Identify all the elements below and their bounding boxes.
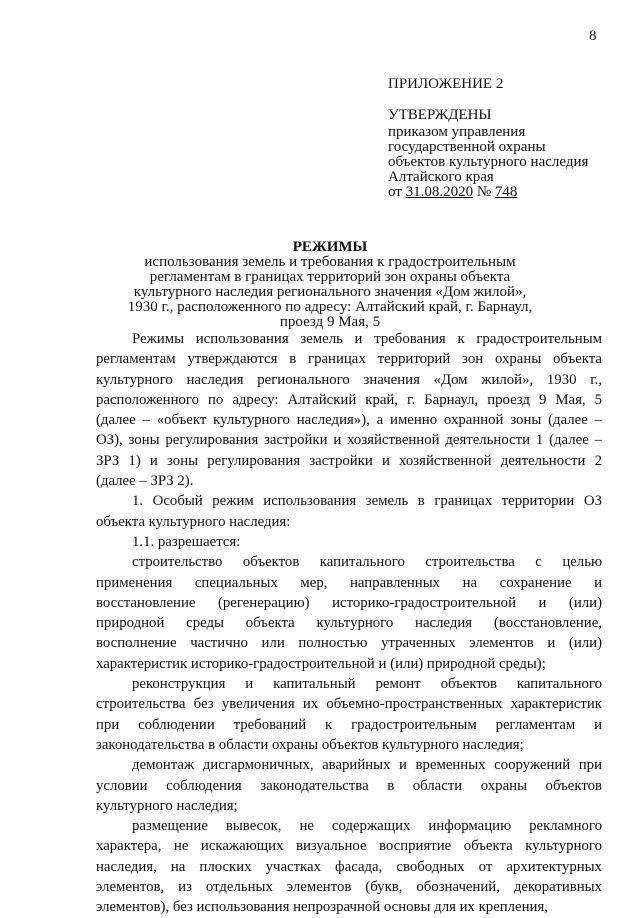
body-paragraph [96, 491, 602, 532]
body-paragraph [96, 532, 602, 552]
body-line: демонтаж дисгармоничных, аварийных и временных сооружений при [132, 757, 602, 774]
body-line: объекта культурного наследия: [96, 513, 291, 530]
body-line: культурного наследия; [96, 797, 238, 814]
approval-number: 748 [494, 184, 518, 200]
body-line: 1. Особый режим использования земель в границах территории ОЗ [132, 493, 602, 510]
approval-line-3: объектов культурного наследия [388, 154, 589, 170]
document-heading [90, 240, 570, 330]
body-line: (далее – ЗРЗ 2). [96, 473, 194, 490]
approval-line-2: государственной охраны [388, 139, 546, 155]
body-line: ЗРЗ 1) и зоны регулирования застройки и хозяйственной деятельности 2 [96, 452, 602, 469]
body-line: наследия, на плоских участках фасада, свободных от архитектурных [96, 858, 602, 875]
body-line: культурного наследия регионального значения «Дом жилой», 1930 г., [96, 371, 602, 388]
body-line: характеристик историко-градостроительной и (или) природной среды); [96, 655, 546, 672]
heading-line: проезд 9 Мая, 5 [279, 314, 381, 330]
heading-title: РЕЖИМЫ [292, 239, 368, 255]
body-line: восстановление (регенерацию) историко-градостроительной и (или) [96, 594, 602, 611]
body-paragraph [96, 755, 602, 816]
body-line: строительство объектов капитального строительства с целью [132, 554, 602, 571]
body-line: 1.1. разрешается: [132, 533, 241, 550]
approval-number-prefix: № [473, 184, 495, 200]
body-line: природной среды объекта культурного наследия (восстановление, [96, 615, 602, 632]
body-paragraph [96, 329, 602, 491]
body-paragraph [96, 816, 602, 917]
body-line: законодательства в области охраны объектов культурного наследия; [96, 736, 524, 753]
approval-line-1: приказом управления [388, 124, 526, 140]
approval-date-line [388, 185, 588, 200]
body-paragraph [96, 674, 602, 755]
body-line: расположенного по адресу: Алтайский край, г. Барнаул, проезд 9 Мая, 5 [96, 391, 602, 408]
body-line: ОЗ), зоны регулирования застройки и хозяйственной деятельности 1 (далее – [96, 432, 602, 449]
heading-line: культурного наследия регионального значения «Дом жилой», [133, 284, 527, 300]
body-line: при соблюдении требований к градостроительным регламентам и [96, 716, 602, 733]
body-paragraph [96, 552, 602, 674]
body-line: элементов), без использования непрозрачной основы для их крепления, [96, 899, 548, 916]
approval-title: УТВЕРЖДЕНЫ [388, 107, 492, 123]
heading-line: регламентам в границах территорий зон охраны объекта [149, 269, 511, 285]
body-line: (далее – «объект культурного наследия»), а именно охранной зоны (далее – [96, 412, 602, 429]
body-line: реконструкция и капитальный ремонт объектов капитального [132, 676, 602, 693]
body-line: регламентам утверждаются в границах территорий зон охраны объекта [96, 351, 602, 368]
body-line: характера, не искажающих визуальное восприятие объекта культурного [96, 838, 602, 855]
body-line: восполнение частично или полностью утраченных элементов и (или) [96, 635, 602, 652]
approval-line-4: Алтайского края [388, 169, 494, 185]
body-line: условии соблюдения законодательства в области охраны объектов [96, 777, 602, 794]
heading-line: использования земель и требования к градостроительным [144, 254, 516, 270]
approval-date: 31.08.2020 [405, 184, 474, 200]
document-body [96, 329, 602, 918]
appendix-label: ПРИЛОЖЕНИЕ 2 [388, 76, 504, 92]
body-line: размещение вывесок, не содержащих информацию рекламного [132, 818, 602, 835]
body-line: Режимы использования земель и требования к градостроительным [132, 331, 602, 347]
body-line: элементов, из отдельных элементов (букв, обозначений, декоративных [96, 879, 602, 896]
heading-line: 1930 г., расположенного по адресу: Алтайский край, г. Барнаул, [127, 299, 533, 315]
page-number: 8 [589, 28, 597, 44]
body-line: строительства без увеличения их объемно-пространственных характеристик [96, 696, 602, 713]
approval-date-prefix: от [388, 184, 406, 200]
approval-block [388, 108, 588, 200]
body-line: применения специальных мер, направленных на сохранение и [96, 574, 602, 591]
